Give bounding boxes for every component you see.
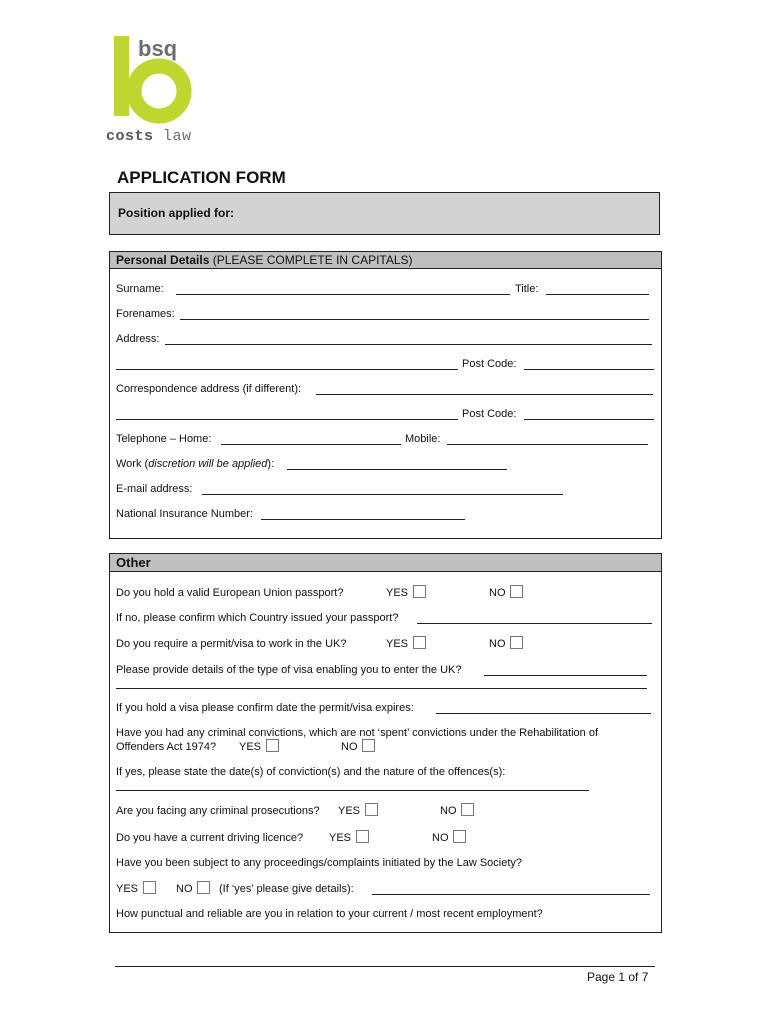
forenames-field[interactable] xyxy=(180,319,649,320)
correspondence-line-2[interactable] xyxy=(116,419,458,420)
address-label: Address: xyxy=(116,333,160,345)
mobile-label: Mobile: xyxy=(405,433,441,445)
law-society-yes-label: YES xyxy=(116,883,139,895)
q-prosecutions: Are you facing any criminal prosecutions? xyxy=(116,805,320,817)
q-licence: Do you have a current driving licence? xyxy=(116,832,304,844)
email-label: E-mail address: xyxy=(116,483,193,495)
prosecutions-yes-label: YES xyxy=(338,805,361,817)
logo-sub-light: law xyxy=(163,128,192,145)
logo-sub-bold: costs xyxy=(106,128,154,145)
other-section xyxy=(109,553,662,933)
passport-yes-label: YES xyxy=(386,587,409,599)
q-visa-type: Please provide details of the type of visa enabling you to enter the UK? xyxy=(116,664,462,676)
law-society-details-field[interactable] xyxy=(372,894,650,895)
position-label: Position applied for: xyxy=(118,206,234,220)
work-prefix: Work ( xyxy=(116,458,149,470)
page-title: APPLICATION FORM xyxy=(117,168,286,187)
permit-yes-label: YES xyxy=(386,638,409,650)
licence-no-checkbox[interactable] xyxy=(453,830,466,843)
postcode-field[interactable] xyxy=(524,369,654,370)
footer-divider xyxy=(115,966,655,967)
work-suffix: ): xyxy=(267,458,275,470)
q-conviction-details: If yes, please state the date(s) of conviction(s) and the nature of the offences(s): xyxy=(116,766,506,778)
ni-field[interactable] xyxy=(261,519,465,520)
forenames-label: Forenames: xyxy=(116,308,175,320)
personal-heading-text: Personal Details xyxy=(116,253,210,267)
other-heading: Other xyxy=(110,554,661,572)
logo-mark-text: bsq xyxy=(138,36,178,61)
correspondence-field[interactable] xyxy=(316,394,653,395)
law-society-yes-checkbox[interactable] xyxy=(143,881,156,894)
postcode2-label: Post Code: xyxy=(462,408,517,420)
convictions-yes-checkbox[interactable] xyxy=(266,739,279,752)
telephone-label: Telephone – Home: xyxy=(116,433,212,445)
visa-date-field[interactable] xyxy=(436,713,651,714)
address-line-2[interactable] xyxy=(116,369,458,370)
conviction-details-field[interactable] xyxy=(116,790,589,791)
q-law-society: Have you been subject to any proceedings/complaints initiated by the Law Society? xyxy=(116,857,523,869)
law-society-details-label: (If ‘yes’ please give details): xyxy=(219,883,354,895)
logo-subtitle xyxy=(106,128,192,145)
q-convictions-line-1: Have you had any criminal convictions, which are not ‘spent’ convictions under the Rehabilitation of xyxy=(116,727,599,739)
email-field[interactable] xyxy=(202,494,563,495)
law-society-no-checkbox[interactable] xyxy=(197,881,210,894)
country-field[interactable] xyxy=(417,623,652,624)
prosecutions-yes-checkbox[interactable] xyxy=(365,803,378,816)
personal-heading-note: (PLEASE COMPLETE IN CAPITALS) xyxy=(212,253,413,267)
q-passport: Do you hold a valid European Union passport? xyxy=(116,587,344,599)
postcode2-field[interactable] xyxy=(524,419,654,420)
surname-field[interactable] xyxy=(176,294,510,295)
law-society-no-label: NO xyxy=(176,883,193,895)
prosecutions-no-checkbox[interactable] xyxy=(461,803,474,816)
postcode-label: Post Code: xyxy=(462,358,517,370)
convictions-yes-label: YES xyxy=(239,741,262,753)
q-country: If no, please confirm which Country issued your passport? xyxy=(116,612,399,624)
permit-no-checkbox[interactable] xyxy=(510,636,523,649)
passport-yes-checkbox[interactable] xyxy=(413,585,426,598)
permit-yes-checkbox[interactable] xyxy=(413,636,426,649)
personal-details-section xyxy=(109,251,662,539)
q-permit: Do you require a permit/visa to work in the UK? xyxy=(116,638,347,650)
convictions-no-label: NO xyxy=(341,741,358,753)
work-italic: discretion will be applied xyxy=(148,458,268,470)
visa-type-line-2[interactable] xyxy=(116,688,647,689)
licence-no-label: NO xyxy=(432,832,449,844)
title-label: Title: xyxy=(515,283,539,295)
work-field[interactable] xyxy=(287,469,507,470)
position-box[interactable] xyxy=(109,192,660,235)
convictions-no-checkbox[interactable] xyxy=(362,739,375,752)
address-field[interactable] xyxy=(165,344,652,345)
q-visa-date: If you hold a visa please confirm date the permit/visa expires: xyxy=(116,702,414,714)
q-convictions-line-2: Offenders Act 1974? xyxy=(116,741,217,753)
permit-no-label: NO xyxy=(489,638,506,650)
q-punctual: How punctual and reliable are you in relation to your current / most recent employment? xyxy=(116,908,543,920)
surname-label: Surname: xyxy=(116,283,164,295)
work-label xyxy=(116,458,274,471)
personal-details-heading xyxy=(110,252,661,269)
ni-label: National Insurance Number: xyxy=(116,508,253,520)
title-field[interactable] xyxy=(546,294,649,295)
licence-yes-label: YES xyxy=(329,832,352,844)
passport-no-label: NO xyxy=(489,587,506,599)
passport-no-checkbox[interactable] xyxy=(510,585,523,598)
telephone-field[interactable] xyxy=(221,444,401,445)
page-number: Page 1 of 7 xyxy=(587,970,649,984)
mobile-field[interactable] xyxy=(447,444,648,445)
licence-yes-checkbox[interactable] xyxy=(356,830,369,843)
prosecutions-no-label: NO xyxy=(440,805,457,817)
visa-type-field[interactable] xyxy=(484,675,647,676)
correspondence-label: Correspondence address (if different): xyxy=(116,383,302,395)
